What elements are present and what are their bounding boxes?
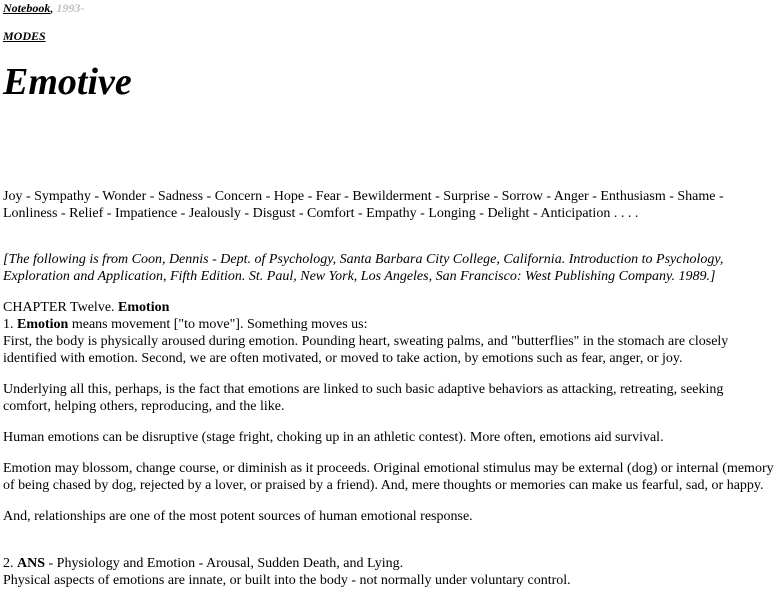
page-title: Emotive [3,61,132,103]
section1-paragraph-2: Underlying all this, perhaps, is the fact that emotions are linked to such basic adaptive behaviors as attacking, retreating, seeking comfort, helping others, reproducing, and the like. [3,382,724,414]
chapter-prefix: CHAPTER Twelve. [3,300,115,315]
section1-paragraph-3: Human emotions can be disruptive (stage fright, choking up in an athletic contest). More often, emotions aid survival. [3,430,664,445]
chapter-name: Emotion [118,300,170,315]
section1-heading [3,316,774,333]
years-label: 1993- [56,1,85,15]
chapter-heading [3,299,774,316]
section2-intro: - Physiology and Emotion - Arousal, Sudden Death, and Lying. [48,556,404,571]
section-spacer [3,539,774,555]
emotion-list: Joy - Sympathy - Wonder - Sadness - Concern - Hope - Fear - Bewilderment - Surprise - Sorrow - Anger - Enthusiasm - Shame - Lonliness - Relief - Impatience - Jealously - Disgust - Comfort - Empathy - Longing - Delight - Anticipation . . . . [3,189,724,221]
body-text [3,299,774,589]
breadcrumb [3,1,84,15]
section2-heading [3,555,774,572]
modes-nav [3,29,46,43]
section1-paragraph-4: Emotion may blossom, change course, or diminish as it proceeds. Original emotional stimulus may be external (dog) or internal (memory of being chased by dog, rejected by a lover, or praised by a friend). And, mere thoughts or memories can make us fearful, sad, or happy. [3,461,774,493]
section2-term: ANS [17,556,46,571]
breadcrumb-separator: , [50,1,54,15]
section1-term: Emotion [17,317,69,332]
section2-paragraph-1: Physical aspects of emotions are innate, or built into the body - not normally under voluntary control. [3,573,571,588]
section2-number: 2. [3,556,14,571]
modes-link[interactable]: MODES [3,29,46,43]
section1-paragraph-5: And, relationships are one of the most potent sources of human emotional response. [3,509,473,524]
citation: [The following is from Coon, Dennis - Dept. of Psychology, Santa Barbara City College, California. Introduction to Psychology, Exploration and Application, Fifth Edition. St. Paul, New York, Los Angeles, San Francisco: West Publishing Company. 1989.] [3,252,724,284]
section1-intro: means movement ["to move"]. Something moves us: [71,317,368,332]
notebook-link[interactable]: Notebook [3,1,51,15]
section1-paragraph-1: First, the body is physically aroused during emotion. Pounding heart, sweating palms, and "butterflies" in the stomach are closely identified with emotion. Second, we are often motivated, or moved to take action, by emotions such as fear, anger, or joy. [3,334,729,366]
section1-number: 1. [3,317,14,332]
